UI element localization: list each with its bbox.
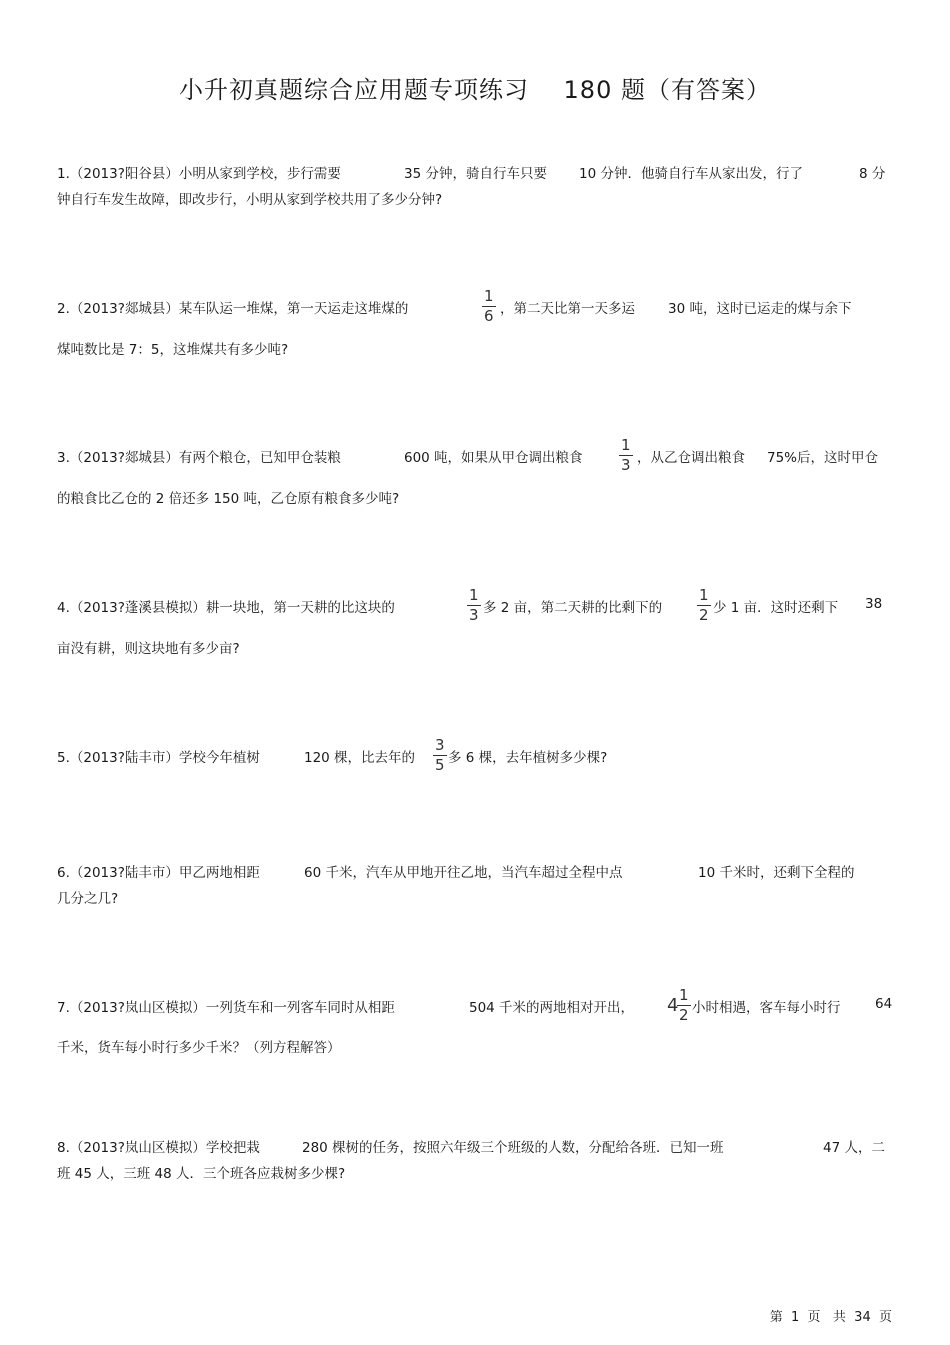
q1-text-a: 1.（2013?阳谷县）小明从家到学校，步行需要: [57, 166, 341, 182]
q2-text-a: 2.（2013?郯城县）某车队运一堆煤，第一天运走这堆煤的: [57, 301, 409, 317]
q3-frac-den: 3: [621, 456, 631, 474]
q3-frac-num: 1: [621, 436, 631, 454]
q7-mixed-whole: 4: [667, 995, 679, 1016]
q5-text-a: 5.（2013?陆丰市）学校今年植树: [57, 750, 260, 766]
q5-text-c: 多 6 棵，去年植树多少棵?: [448, 750, 608, 766]
q8-text-a: 8.（2013?岚山区模拟）学校把栽: [57, 1140, 260, 1156]
q4-text-a: 4.（2013?蓬溪县模拟）耕一块地，第一天耕的比这块的: [57, 600, 395, 616]
q7-frac-num: 1: [679, 986, 689, 1004]
q2-frac-den: 6: [484, 307, 494, 325]
q6-text-b: 60 千米，汽车从甲地开往乙地，当汽车超过全程中点: [304, 865, 623, 881]
q4-text-d: 38: [865, 596, 883, 612]
q3-fraction: [619, 438, 633, 473]
q4-text-c: 少 1 亩．这时还剩下: [713, 600, 839, 616]
q4-fraction-1: [467, 588, 481, 623]
q7-text-d: 64: [875, 996, 893, 1012]
q2-fraction: [482, 289, 496, 324]
q7-mixed-fraction: [677, 988, 691, 1023]
q4-frac1-num: 1: [469, 586, 479, 604]
q6-text-a: 6.（2013?陆丰市）甲乙两地相距: [57, 865, 260, 881]
q4-frac1-den: 3: [469, 606, 479, 624]
q5-fraction: [433, 738, 447, 773]
q7-text-b: 504 千米的两地相对开出，: [469, 1000, 635, 1016]
q1-line2: 钟自行车发生故障，即改步行，小明从家到学校共用了多少分钟?: [57, 192, 443, 208]
q1-text-b: 35 分钟，骑自行车只要: [404, 166, 547, 182]
q7-frac-den: 2: [679, 1006, 689, 1024]
q3-text-a: 3.（2013?郯城县）有两个粮仓，已知甲仓装粮: [57, 450, 341, 466]
q3-text-c: ，从乙仓调出粮食: [637, 450, 745, 466]
q5-text-b: 120 棵，比去年的: [304, 750, 416, 766]
q3-line2: 的粮食比乙仓的 2 倍还多 150 吨，乙仓原有粮食多少吨?: [57, 491, 400, 507]
q4-line2: 亩没有耕，则这块地有多少亩?: [57, 641, 240, 657]
q2-line2: 煤吨数比是 7：5，这堆煤共有多少吨?: [57, 342, 289, 358]
q8-text-c: 47 人，二: [823, 1140, 885, 1156]
q3-text-b: 600 吨，如果从甲仓调出粮食: [404, 450, 583, 466]
q1-text-c: 10 分钟．他骑自行车从家出发，行了: [579, 166, 803, 182]
q6-line2: 几分之几?: [57, 891, 119, 907]
q4-text-b: 多 2 亩，第二天耕的比剩下的: [483, 600, 663, 616]
q4-frac2-num: 1: [699, 586, 709, 604]
q7-text-c: 小时相遇，客车每小时行: [692, 1000, 841, 1016]
q5-frac-den: 5: [435, 756, 445, 774]
q2-frac-num: 1: [484, 287, 494, 305]
q7-line2: 千米，货车每小时行多少千米？（列方程解答）: [57, 1040, 341, 1056]
q8-line2: 班 45 人，三班 48 人．三个班各应栽树多少棵?: [57, 1166, 346, 1182]
q7-text-a: 7.（2013?岚山区模拟）一列货车和一列客车同时从相距: [57, 1000, 395, 1016]
page-footer: 第 1 页 共 34 页: [769, 1310, 892, 1325]
q4-frac2-den: 2: [699, 606, 709, 624]
q6-text-c: 10 千米时，还剩下全程的: [698, 865, 855, 881]
q2-text-c: 30 吨，这时已运走的煤与余下: [668, 301, 852, 317]
q3-text-d: 75%后，这时甲仓: [767, 450, 879, 466]
q2-text-b: ，第二天比第一天多运: [500, 301, 635, 317]
q5-frac-num: 3: [435, 736, 445, 754]
q8-text-b: 280 棵树的任务，按照六年级三个班级的人数，分配给各班．已知一班: [302, 1140, 724, 1156]
q1-text-d: 8 分: [859, 166, 886, 182]
page-title: 小升初真题综合应用题专项练习 180 题（有答案）: [179, 76, 771, 104]
q4-fraction-2: [697, 588, 711, 623]
